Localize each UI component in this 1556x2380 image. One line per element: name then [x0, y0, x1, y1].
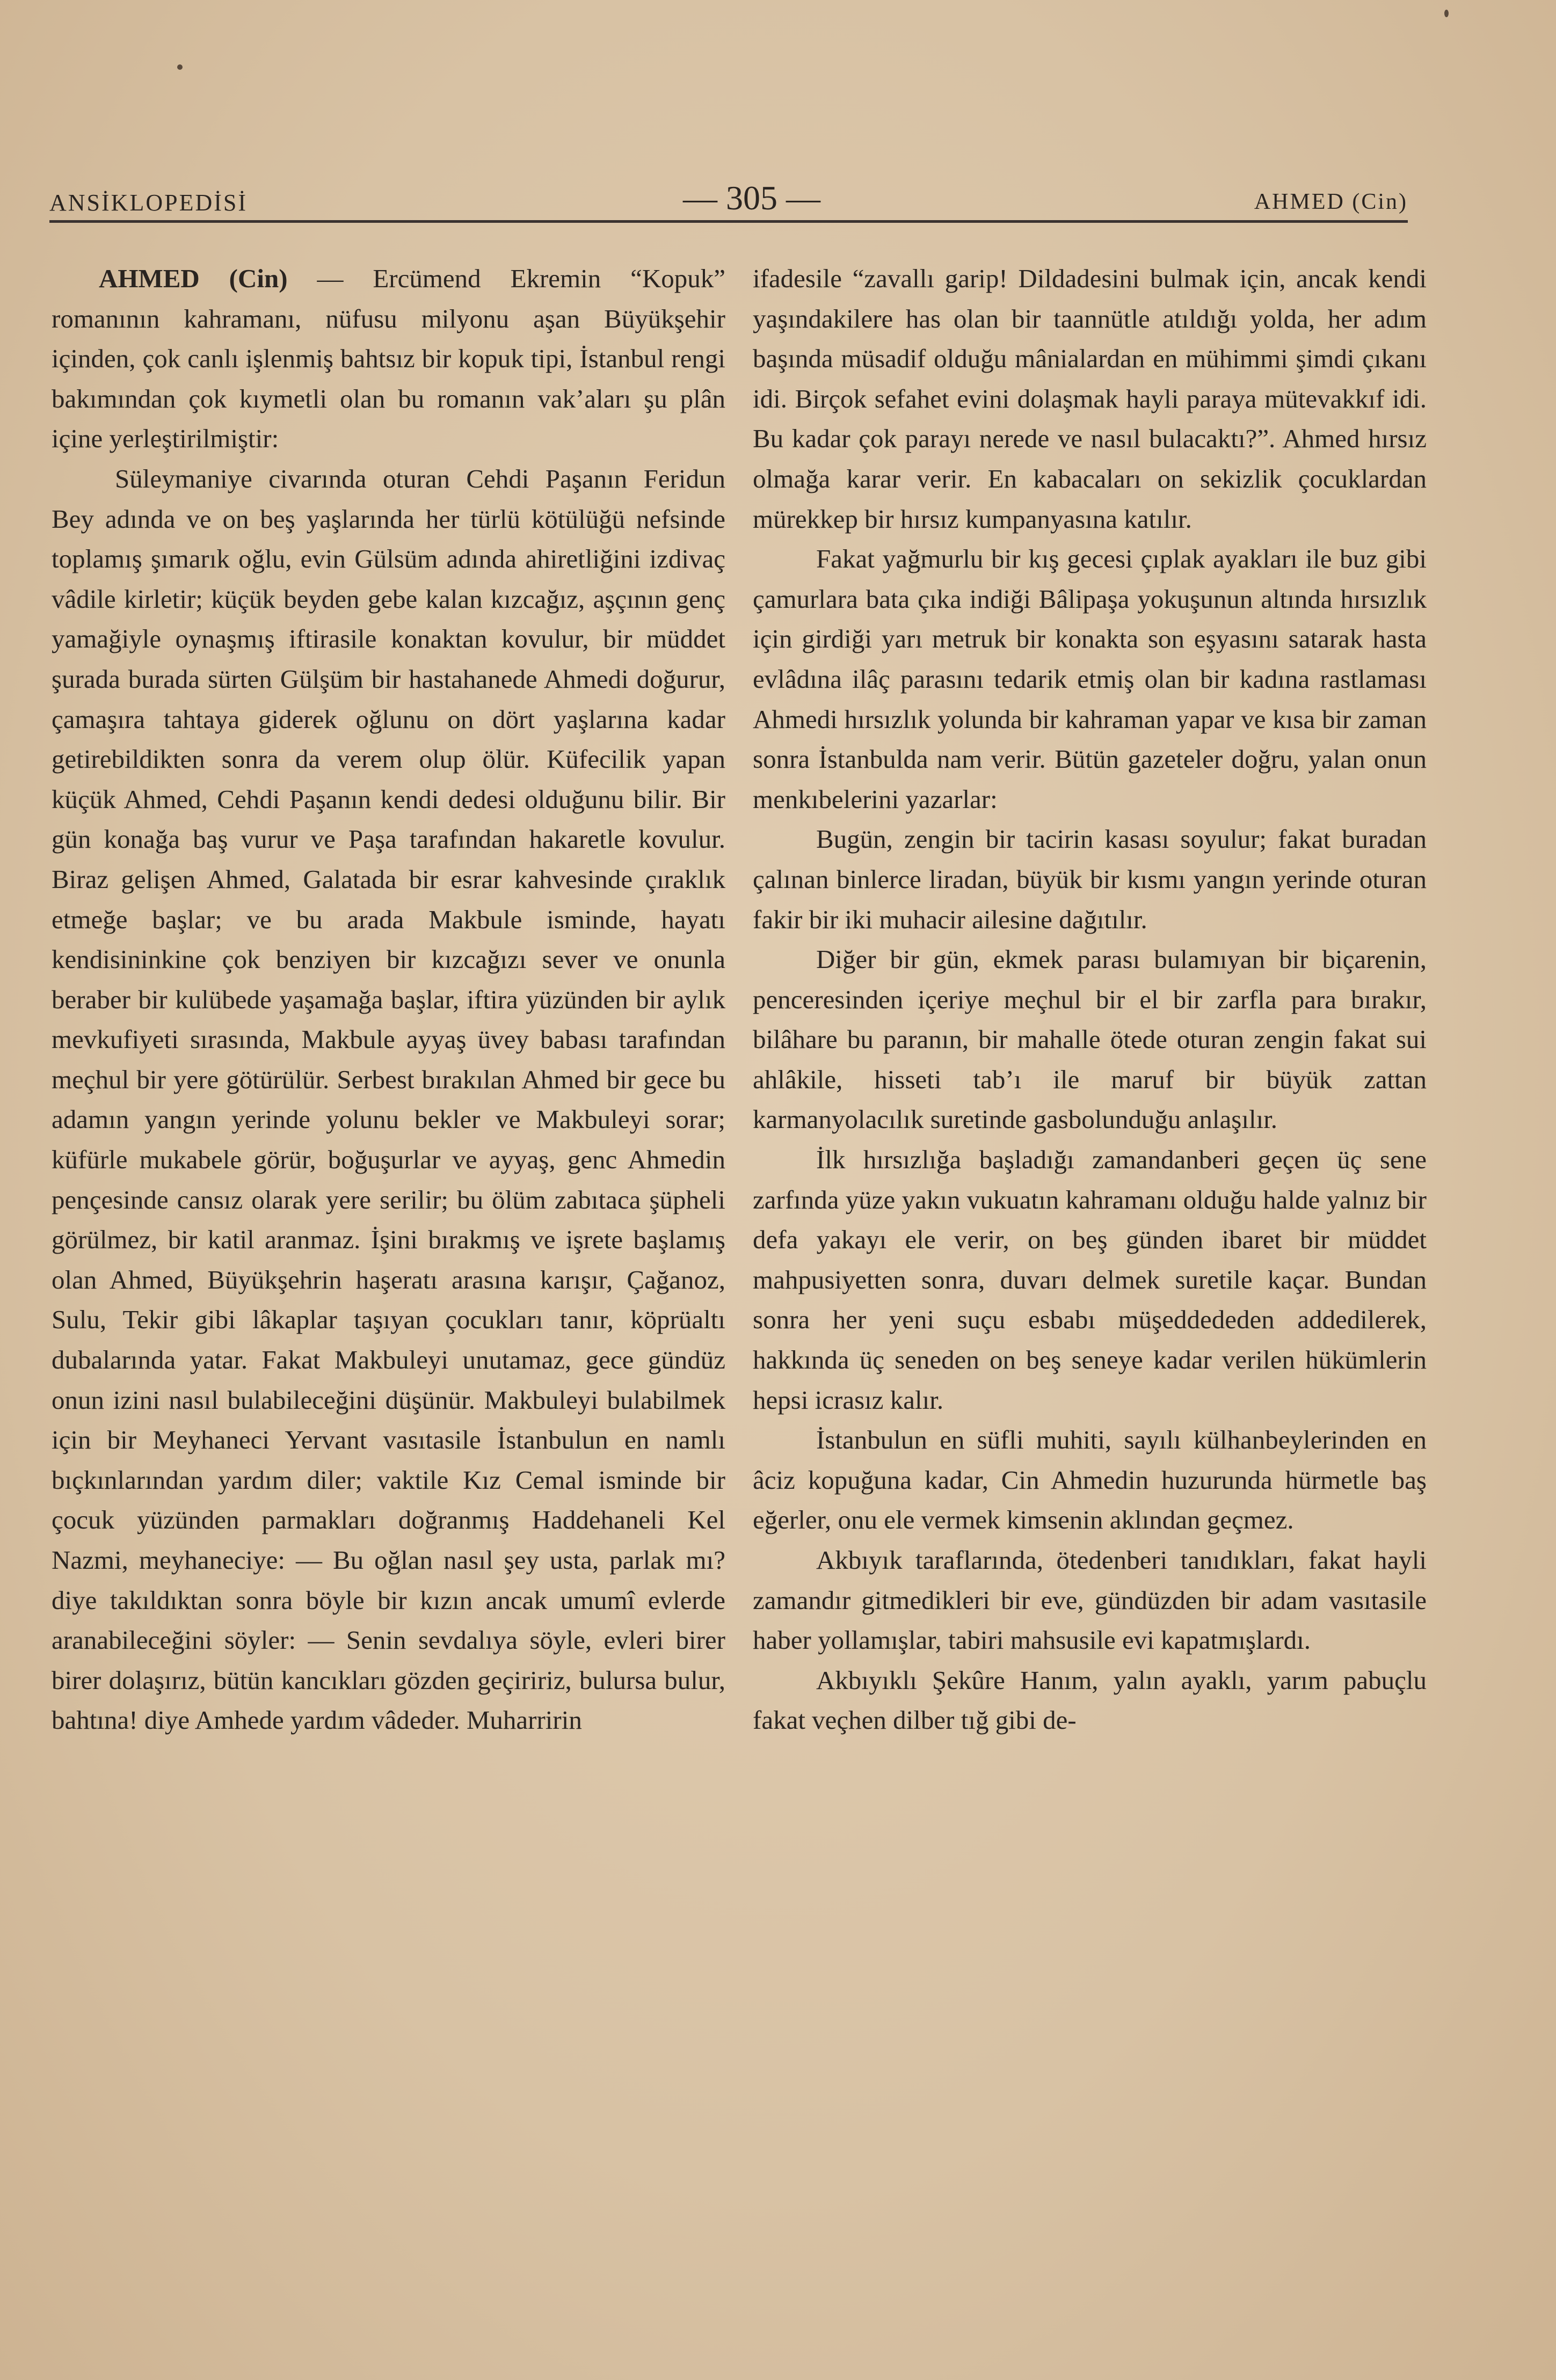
article-paragraph: Fakat yağmurlu bir kış gecesi çıplak ayakları ile buz gibi çamurlara bata çıka indiği Bâlipaşa yokuşunun altında hırsızlık için girdiği yarı metruk bir konakta son eşyasını satarak hasta evlâdına ilâç parasını tedarik etmiş olan bir kadına rastlaması Ahmedi hırsızlık yolunda bir kahraman yapar ve kısa bir zaman sonra İstanbulda nam verir. Bütün gazeteler doğru, yalan onun menkıbelerini yazarlar:	[753, 544, 1427, 814]
article-opening-paragraph	[52, 259, 725, 459]
article-paragraph: İstanbulun en süfli muhiti, sayılı külhanbeylerinden en âciz kopuğuna kadar, Cin Ahmedin huzurunda hürmetle baş eğerler, onu ele vermek kimsenin aklından geçmez.	[753, 1425, 1427, 1535]
paragraph-text: — Ercümend Ekremin “Kopuk” romanının kahramanı, nüfusu milyonu aşan Büyükşehir içinden, çok canlı işlenmiş bahtsız bir kopuk tipi, İstanbul rengi bakımından çok kıymetli olan bu romanın vak’aları şu plân içine yerleştirilmiştir:	[52, 264, 726, 454]
article-paragraph: Süleymaniye civarında oturan Cehdi Paşanın Feridun Bey adında ve on beş yaşlarında her türlü kötülüğü nefsinde toplamış şımarık oğlu, evin Gülsüm adında ahiretliğini izdivaç vâdile kirletir; küçük beyden gebe kalan kızcağız, aşçının genç yamağiyle oynaşmış iftirasile konaktan kovulur, bir müddet şurada burada sürten Gülşüm bir hastahanede Ahmedi doğurur, çamaşıra tahtaya giderek oğlunu on dört yaşlarına kadar getirebildikten sonra da verem olup ölür. Küfecilik yapan küçük Ahmed, Cehdi Paşanın kendi dedesi olduğunu bilir. Bir gün konağa baş vurur ve Paşa tarafından hakaretle kovulur. Biraz gelişen Ahmed, Galatada bir esrar kahvesinde çıraklık etmeğe başlar; ve bu arada Makbule isminde, hayatı kendisininkine çok benziyen bir kızcağızı sever ve onunla beraber bir kulübede yaşamağa başlar, iftira yüzünden bir aylık mevkufiyeti sırasında, Makbule ayyaş üvey babası tarafından meçhul bir yere götürülür. Serbest bırakılan Ahmed bir gece bu adamın yangın yerinde yolunu bekler ve Makbuleyi sorar; küfürle mukabele görür, boğuşurlar ve ayyaş, genc Ahmedin pençesinde cansız olarak yere serilir; bu ölüm zabıtaca şüpheli görülmez, bir katil aranmaz. İşini bırakmış ve işrete başlamış olan Ahmed, Büyükşehrin haşeratı arasına karışır, Çağanoz, Sulu, Tekir gibi lâkaplar taşıyan çocukları tanır, köprüaltı dubalarında yatar. Fakat Makbuleyi unutamaz, gece gündüz onun izini nasıl bulabileceğini düşünür. Makbuleyi bulabilmek için bir Meyhaneci Yervant vasıtasile İstanbulun en namlı bıçkınlarından yardım diler; vaktile Kız Cemal isminde bir çocuk yüzünden parmakları doğranmış Haddehaneli Kel Nazmi, meyhaneciye: — Bu oğlan nasıl şey usta, parlak mı? diye takıldıktan sonra böyle bir kızın ancak umumî evlerde aranabileceğini söyler: — Senin sevdalıya söyle, evleri birer birer dolaşırız, bütün kancıkları gözden geçiririz, bulursa bulur, bahtına! diye Amhede yardım vâdeder. Muharririn	[52, 463, 725, 1735]
article-paragraph: Akbıyık taraflarında, ötedenberi tanıdıkları, fakat hayli zamandır gitmedikleri bir eve, gündüzden bir adam vasıtasile haber yollamışlar, tabiri mahsusile evi kapatmışlardı.	[753, 1545, 1427, 1655]
article-paragraph: ifadesile “zavallı garip! Dildadesini bulmak için, ancak kendi yaşındakilere has olan bir taannütle atıldığı yolda, her adım başında müsadif olduğu mânialardan en mühimmi şimdi çıkanı idi. Birçok sefahet evini dolaşmak hayli paraya mütevakkıf idi. Bu kadar çok parayı nerede ve nasıl bulacaktı?”. Ahmed hırsız olmağa karar verir. En kabacaları on sekizlik çocuklardan mürekkep bir hırsız kumpanyasına katılır.	[753, 264, 1427, 534]
header-section-title: ANSİKLOPEDİSİ	[49, 190, 248, 216]
page-number: — 305 —	[683, 179, 820, 217]
right-column	[753, 259, 1427, 1741]
article-paragraph: Akbıyıklı Şekûre Hanım, yalın ayaklı, yarım pabuçlu fakat veçhen dilber tığ gibi de-	[753, 1665, 1427, 1735]
header-entry-title: AHMED (Cin)	[1254, 190, 1408, 214]
article-headword: AHMED (Cin)	[99, 264, 288, 293]
left-column	[52, 259, 725, 1741]
print-speck	[177, 64, 183, 70]
article-paragraph: İlk hırsızlığa başladığı zamandanberi geçen üç sene zarfında yüze yakın vukuatın kahramanı olduğu halde yalnız bir defa yakayı ele verir, on beş günden ibaret bir müddet mahpusiyetten sonra, duvarı delmek suretile kaçar. Bundan sonra her yeni suçu esbabı müşeddededen addedilerek, hakkında üç seneden on beş seneye kadar verilen hükümlerin hepsi icrasız kalır.	[753, 1145, 1427, 1415]
running-header	[49, 177, 1408, 223]
print-speck	[1444, 10, 1449, 17]
article-paragraph: Bugün, zengin bir tacirin kasası soyulur; fakat buradan çalınan binlerce liradan, büyük bir kısmı yangın yerinde oturan fakir bir iki muhacir ailesine dağıtılır.	[753, 824, 1427, 934]
article-paragraph: Diğer bir gün, ekmek parası bulamıyan bir biçarenin, penceresinden içeriye meçhul bir el bir zarfla para bırakır, bilâhare bu paranın, bir mahalle ötede oturan zengin fakat sui ahlâkile, hisseti tab’ı ile maruf bir büyük zattan karmanyolacılık suretinde gasbolunduğu anlaşılır.	[753, 944, 1427, 1134]
